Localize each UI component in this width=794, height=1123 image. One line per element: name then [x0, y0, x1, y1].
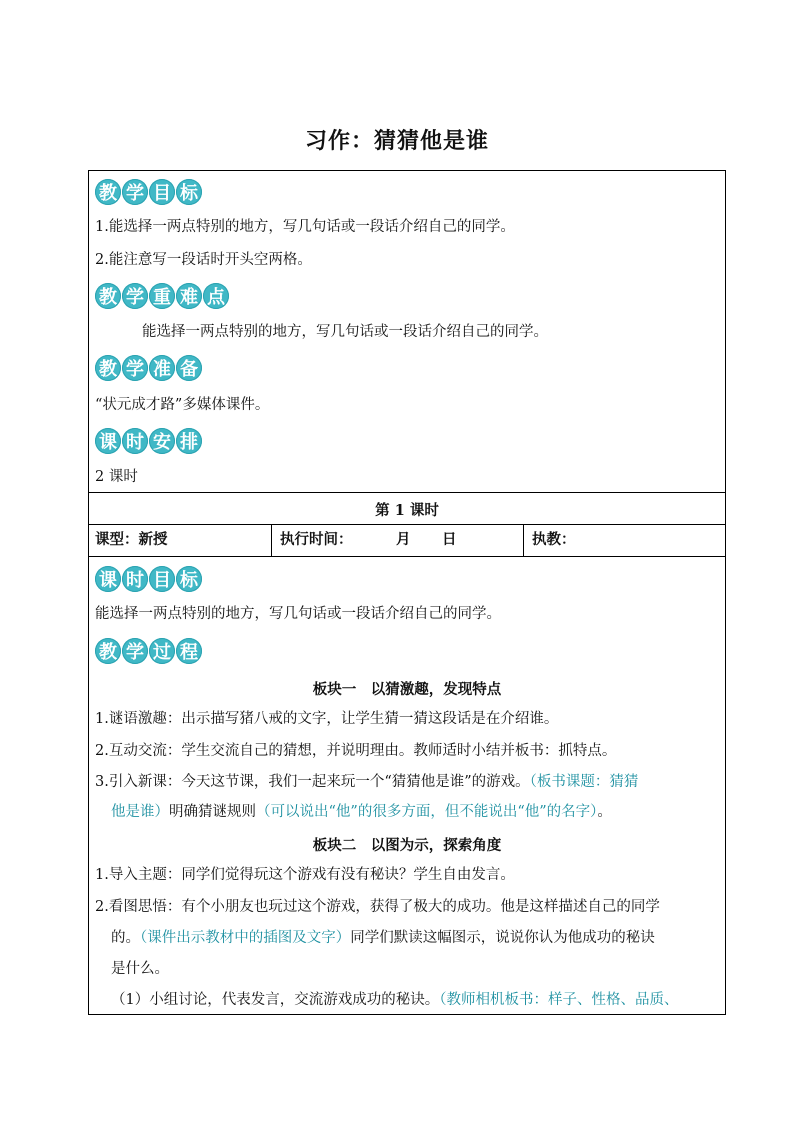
text-span: （1）小组讨论，代表发言，交流游戏成功的秘诀。 [111, 992, 440, 1008]
block-two-title: 板块二 以图为示，探索角度 [312, 837, 502, 854]
tag-char: 程 [176, 638, 202, 664]
lesson-type: 课型：新授 [95, 531, 168, 548]
tag-char: 标 [176, 566, 202, 592]
block-one-line [111, 802, 612, 822]
block-two-line: 是什么。 [111, 961, 169, 977]
teacher-label: 执教： [532, 531, 576, 548]
col-divider [523, 524, 524, 556]
tag-char: 点 [203, 283, 229, 309]
lesson-plan-table [88, 170, 726, 1015]
text-span: 的。 [111, 930, 140, 946]
rule-note: （可以说出“他”的很多方面，但不能说出“他”的名字） [256, 804, 598, 820]
block-two-line: 1.导入主题：同学们觉得玩这个游戏有没有秘诀？学生自由发言。 [95, 867, 515, 883]
section-tag-schedule [95, 428, 202, 454]
text-span: 3.引入新课：今天这节课，我们一起来玩一个“猜猜他是谁”的游戏。 [95, 774, 530, 790]
section-tag-key-points [95, 283, 229, 309]
tag-char: 时 [122, 428, 148, 454]
exec-time-label: 执行时间： [280, 531, 353, 548]
exec-month: 月 [396, 531, 411, 548]
exec-day: 日 [442, 531, 457, 548]
block-two-line [111, 990, 678, 1010]
tag-char: 重 [149, 283, 175, 309]
media-note: （课件出示教材中的插图及文字） [140, 930, 351, 946]
tag-char: 教 [95, 283, 121, 309]
tag-char: 时 [122, 566, 148, 592]
section-tag-preparation [95, 355, 202, 381]
tag-char: 学 [122, 179, 148, 205]
preparation-text: “状元成才路”多媒体课件。 [95, 397, 270, 413]
block-two-line: 2.看图思悟：有个小朋友也玩过这个游戏，获得了极大的成功。他是这样描述自己的同学 [95, 899, 660, 915]
goal-line: 1.能选择一两点特别的地方，写几句话或一段话介绍自己的同学。 [95, 219, 515, 235]
tag-char: 过 [149, 638, 175, 664]
tag-char: 课 [95, 428, 121, 454]
goal-line: 2.能注意写一段话时开头空两格。 [95, 252, 312, 268]
tag-char: 学 [122, 638, 148, 664]
block-one-line: 1.谜语激趣：出示描写猪八戒的文字，让学生猜一猜这段话是在介绍谁。 [95, 711, 559, 727]
tag-char: 学 [122, 355, 148, 381]
col-divider [271, 524, 272, 556]
tag-char: 标 [176, 179, 202, 205]
block-one-line: 2.互动交流：学生交流自己的猜想，并说明理由。教师适时小结并板书：抓特点。 [95, 743, 617, 759]
tag-char: 难 [176, 283, 202, 309]
lesson-header: 第 1 课时 [375, 502, 439, 519]
row-divider [89, 492, 725, 493]
section-tag-lesson-goals [95, 566, 202, 592]
tag-char: 排 [176, 428, 202, 454]
tag-char: 教 [95, 638, 121, 664]
key-point-text: 能选择一两点特别的地方，写几句话或一段话介绍自己的同学。 [142, 324, 548, 340]
schedule-text: 2 课时 [95, 469, 138, 485]
text-span: 同学们默读这幅图示，说说你认为他成功的秘诀 [350, 930, 655, 946]
text-span: 明确猜谜规则 [169, 804, 256, 820]
page-title: 习作：猜猜他是谁 [304, 129, 489, 154]
row-divider [89, 556, 725, 557]
block-one-line [95, 772, 638, 792]
section-tag-goals [95, 179, 202, 205]
board-note: （教师相机板书：样子、性格、品质、 [439, 992, 679, 1008]
tag-char: 备 [176, 355, 202, 381]
text-span: 。 [597, 804, 612, 820]
lesson-goal-text: 能选择一两点特别的地方，写几句话或一段话介绍自己的同学。 [95, 606, 501, 622]
board-note: （板书课题：猜猜 [529, 774, 639, 790]
tag-char: 安 [149, 428, 175, 454]
block-two-line [111, 928, 655, 948]
tag-char: 准 [149, 355, 175, 381]
tag-char: 目 [149, 179, 175, 205]
tag-char: 目 [149, 566, 175, 592]
tag-char: 课 [95, 566, 121, 592]
tag-char: 教 [95, 355, 121, 381]
section-tag-process [95, 638, 202, 664]
row-divider [89, 524, 725, 525]
tag-char: 学 [122, 283, 148, 309]
block-one-title: 板块一 以猜激趣，发现特点 [312, 681, 502, 698]
tag-char: 教 [95, 179, 121, 205]
board-note: 他是谁） [111, 804, 169, 820]
